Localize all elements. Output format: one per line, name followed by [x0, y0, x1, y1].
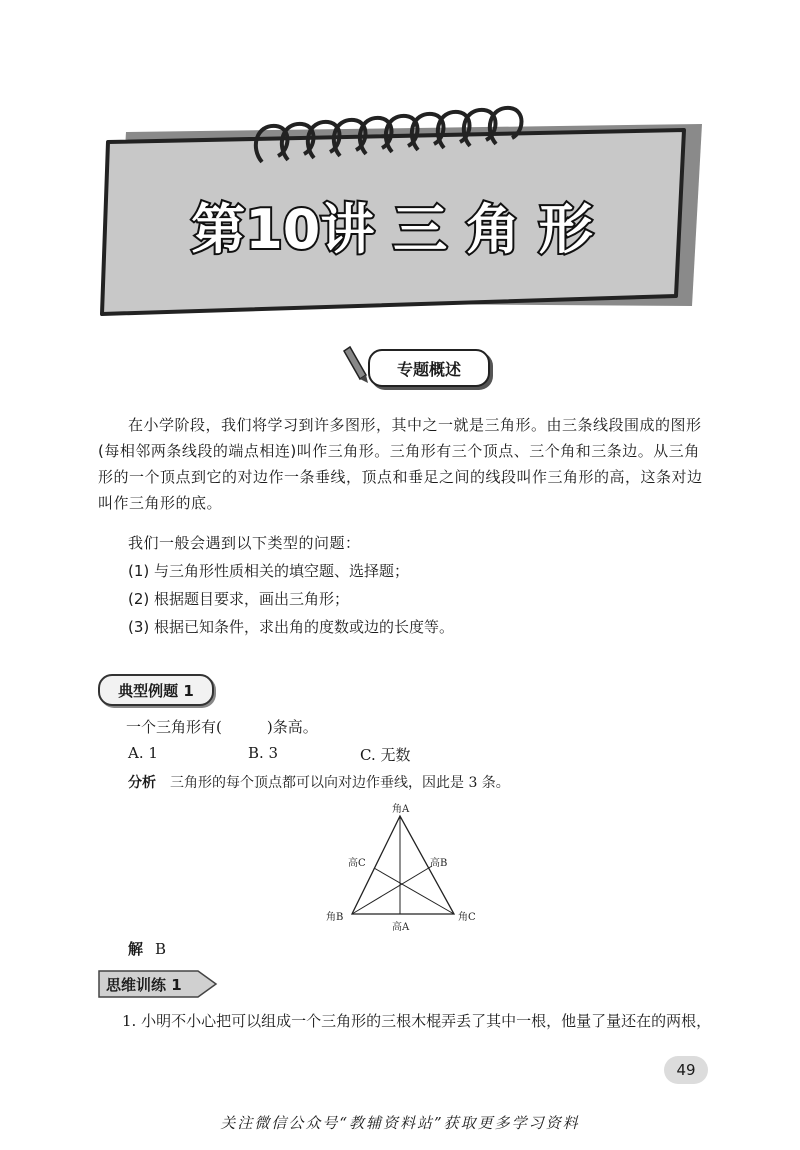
intro-item-1: (1) 与三角形性质相关的填空题、选择题；	[128, 562, 410, 580]
label-altitude-b: 高B	[430, 858, 448, 869]
intro-item-2: (2) 根据题目要求，画出三角形；	[128, 590, 350, 608]
intro-item-3: (3) 根据已知条件，求出角的度数或边的长度等。	[128, 618, 455, 636]
answer-label: 解	[128, 940, 144, 958]
label-angle-c: 角C	[458, 912, 476, 923]
label-altitude-c: 高C	[348, 858, 366, 869]
pencil-icon	[340, 345, 370, 385]
example-question: 一个三角形有( )条高。	[126, 718, 318, 736]
footer-watermark: 关注微信公众号“教辅资料站”获取更多学习资料	[220, 1114, 580, 1132]
option-c: C. 无数	[360, 746, 411, 764]
label-angle-b: 角B	[326, 912, 344, 923]
training-label-text: 思维训练 1	[106, 976, 182, 994]
label-altitude-a: 高A	[392, 922, 410, 933]
intro-paragraph-2	[98, 530, 710, 556]
training-question: 1. 小明不小心把可以组成一个三角形的三根木棍弄丢了其中一根，他量了量还在的两根，	[122, 1012, 712, 1030]
label-angle-a: 角A	[392, 804, 410, 815]
option-b: B. 3	[248, 744, 279, 762]
page-number: 49	[664, 1056, 708, 1084]
intro-paragraph-2-text: 我们一般会遇到以下类型的问题：	[128, 534, 361, 552]
triangle-figure	[320, 796, 480, 936]
title-banner	[0, 0, 800, 330]
example-answer	[128, 938, 166, 959]
section-tag-label: 专题概述	[368, 349, 490, 387]
intro-paragraph-1	[98, 412, 710, 516]
analysis-text: 三角形的每个顶点都可以向对边作垂线，因此是 3 条。	[170, 775, 510, 791]
option-a: A. 1	[128, 744, 158, 762]
answer-value: B	[155, 940, 167, 958]
banner-title: 第10讲 三 角 形	[191, 198, 593, 261]
example-analysis	[128, 772, 510, 792]
intro-paragraph-1-text: 在小学阶段，我们将学习到许多图形，其中之一就是三角形。由三条线段围成的图形(每相邻两条线段的端点相连)叫作三角形。三角形有三个顶点、三个角和三条边。从三角形的一个顶点到它的对边作一条垂线，顶点和垂足之间的线段叫作三角形的高，这条对边叫作三角形的底。	[98, 416, 703, 512]
example-label: 典型例题 1	[98, 674, 214, 706]
analysis-label: 分析	[128, 775, 156, 791]
